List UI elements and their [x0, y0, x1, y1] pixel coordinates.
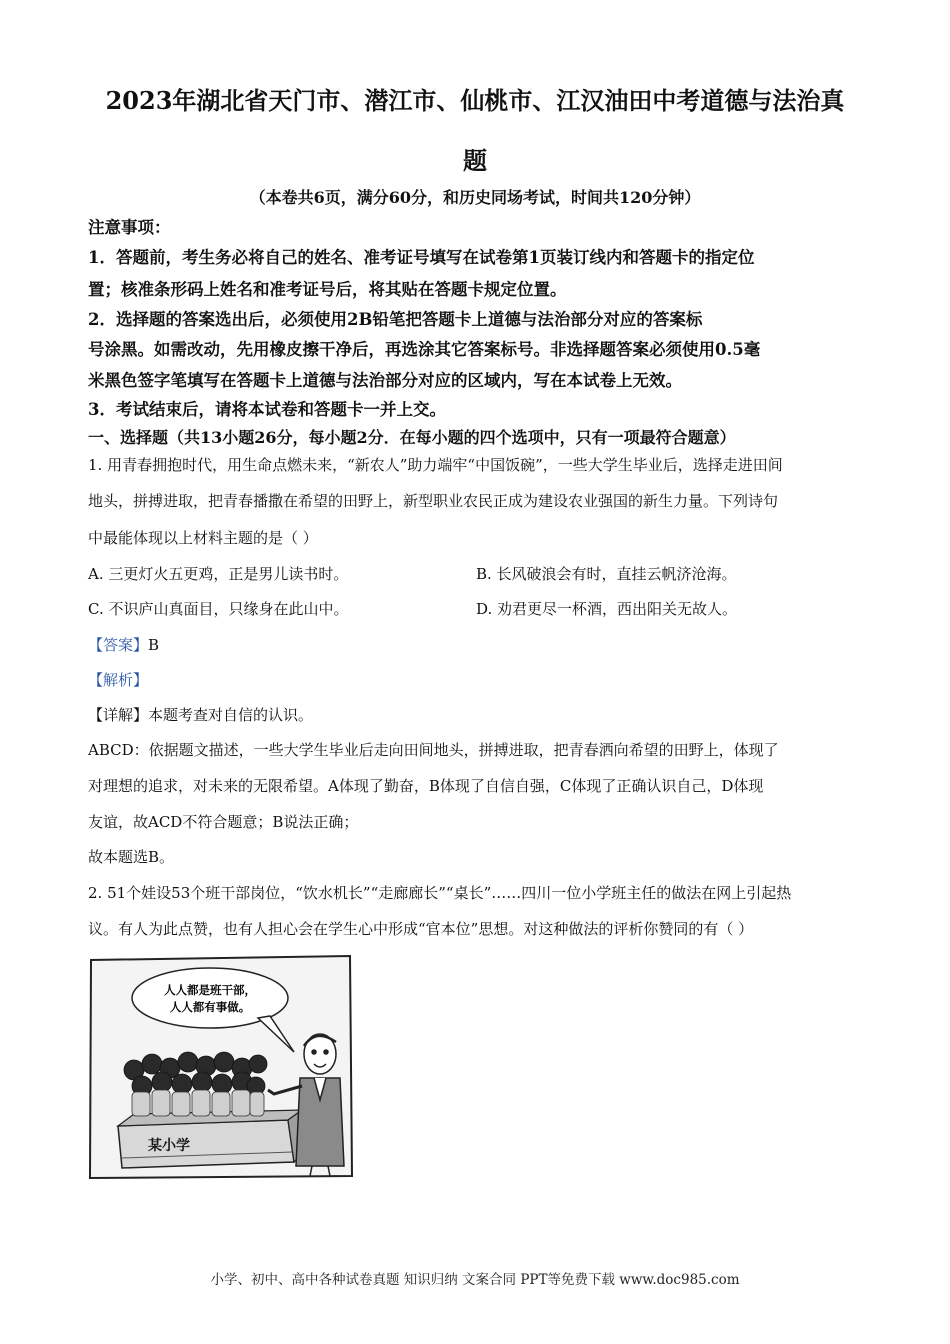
- notice-line-1: 1．答题前，考生务必将自己的姓名、准考证号填写在试卷第1页装订线内和答题卡的指定位: [88, 248, 755, 267]
- q1-explanation-line-1: ABCD：依据题文描述，一些大学生毕业后走向田间地头，拼搏进取，把青春洒向希望的田野上，体现了: [88, 741, 779, 759]
- q2-stem-line-2: 议。有人为此点赞，也有人担心会在学生心中形成“官本位”思想。对这种做法的评析你赞同的有（ ）: [88, 920, 754, 938]
- answer-value: B: [148, 636, 160, 654]
- q1-option-d: D. 劝君更尽一杯酒，西出阳关无故人。: [476, 600, 738, 618]
- notice-line-3: 2．选择题的答案选出后，必须使用2B铅笔把答题卡上道德与法治部分对应的答案标: [88, 310, 703, 329]
- q1-stem-line-2: 地头，拼搏进取，把青春播撒在希望的田野上，新型职业农民正成为建设农业强国的新生力量。下列诗句: [88, 492, 779, 510]
- page-title-line-1: 2023年湖北省天门市、潜江市、仙桃市、江汉油田中考道德与法治真: [105, 86, 845, 115]
- cartoon-illustration: [88, 954, 354, 1180]
- answer-tag: 【答案】: [88, 636, 149, 654]
- q1-option-c: C. 不识庐山真面目，只缘身在此山中。: [88, 600, 349, 618]
- notice-heading: 注意事项：: [88, 218, 171, 237]
- notice-line-2: 置；核准条形码上姓名和准考证号后，将其贴在答题卡规定位置。: [88, 280, 567, 299]
- page-footer: 小学、初中、高中各种试卷真题 知识归纳 文案合同 PPT等免费下载 www.doc985.com: [210, 1272, 740, 1288]
- q2-stem-line-1: 2. 51个娃设53个班干部岗位，“饮水机长”“走廊廊长”“桌长”……四川一位小学班主任的做法在网上引起热: [88, 884, 792, 902]
- q1-detail: [88, 704, 868, 726]
- notice-line-4: 号涂黑。如需改动，先用橡皮擦干净后，再选涂其它答案标号。非选择题答案必须使用0.5毫: [88, 340, 761, 359]
- q1-explanation-line-2: 对理想的追求，对未来的无限希望。A体现了勤奋，B体现了自信自强，C体现了正确认识自己，D体现: [88, 777, 764, 795]
- children-bodies: [132, 1090, 264, 1116]
- bubble-text-2: 人人都有事做。: [169, 1000, 251, 1014]
- q1-answer: [88, 634, 868, 656]
- notice-line-6: 3．考试结束后，请将本试卷和答题卡一并上交。: [88, 400, 446, 419]
- book-label: 某小学: [148, 1138, 190, 1154]
- bubble-text-1: 人人都是班干部，: [164, 983, 256, 997]
- q1-stem-line-3: 中最能体现以上材料主题的是（ ）: [88, 529, 318, 547]
- detail-text: 本题考查对自信的认识。: [148, 706, 314, 724]
- notice-line-5: 米黑色签字笔填写在答题卡上道德与法治部分对应的区域内，写在本试卷上无效。: [88, 371, 682, 390]
- q1-option-b: B. 长风破浪会有时，直挂云帆济沧海。: [476, 565, 737, 583]
- q1-explanation-line-4: 故本题选B。: [88, 848, 175, 866]
- q1-stem-line-1: 1. 用青春拥抱时代，用生命点燃未来，“新农人”助力端牢“中国饭碗”，一些大学生毕业后，选择走进田间: [88, 456, 783, 474]
- section-heading: 一、选择题（共13小题26分，每小题2分．在每小题的四个选项中，只有一项最符合题意）: [88, 428, 736, 447]
- q1-option-a: A. 三更灯火五更鸡，正是男儿读书时。: [88, 565, 349, 583]
- book-icon: [118, 1110, 306, 1168]
- q1-explanation-line-3: 友谊，故ACD不符合题意；B说法正确；: [88, 813, 359, 831]
- q1-analysis-tag: 【解析】: [88, 671, 149, 689]
- exam-subtitle: （本卷共6页，满分60分，和历史同场考试，时间共120分钟）: [249, 188, 701, 207]
- page-title-line-2: 题: [463, 146, 487, 175]
- detail-tag: 【详解】: [88, 706, 149, 724]
